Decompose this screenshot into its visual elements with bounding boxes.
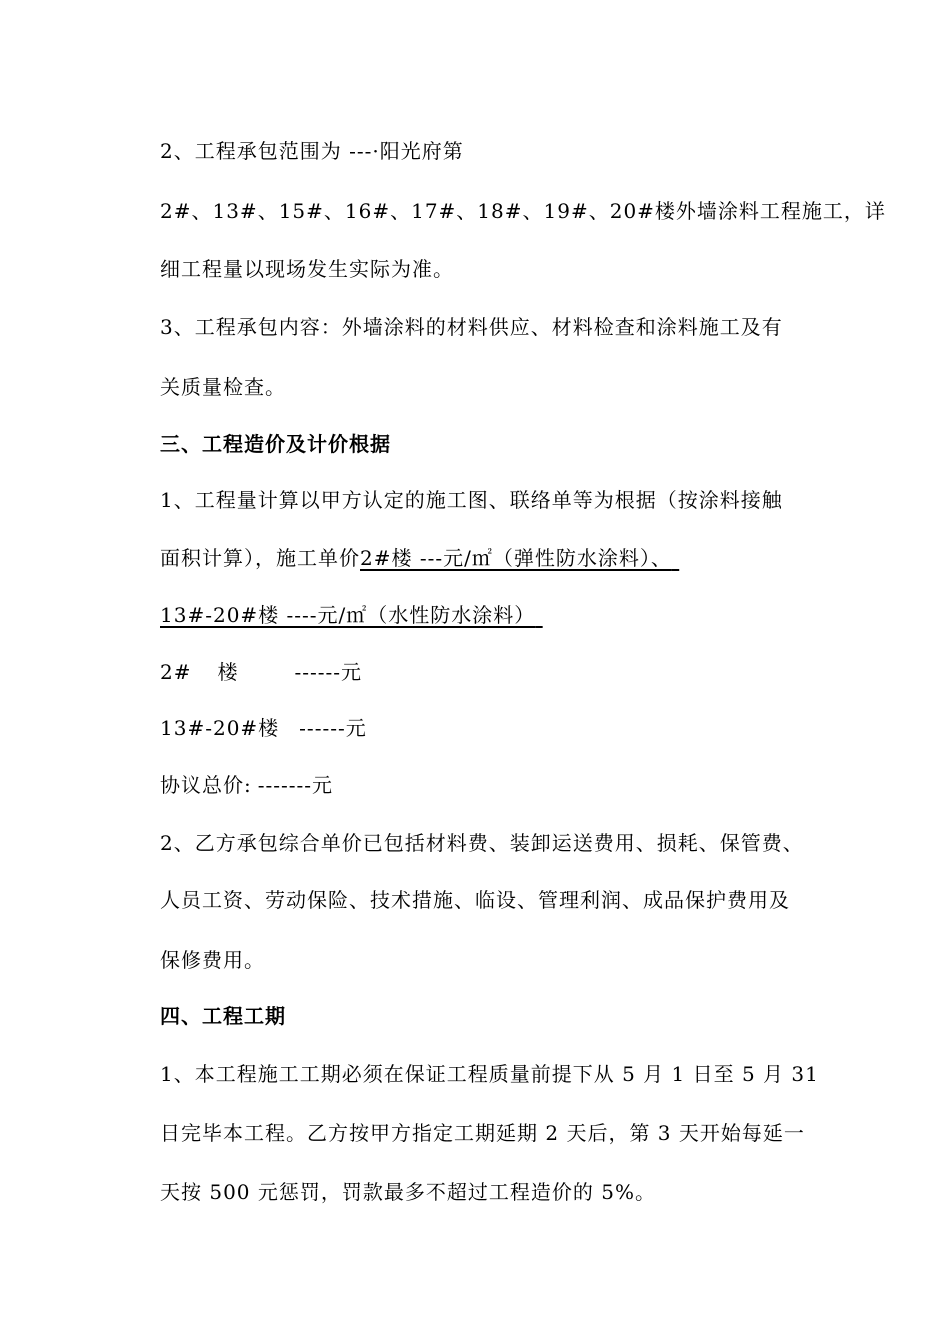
- underline-tail: [672, 544, 686, 572]
- row-value: ------元: [299, 716, 367, 740]
- price-clause-2-line-1: 2、乙方承包综合单价已包括材料费、装卸运送费用、损耗、保管费、: [160, 831, 804, 855]
- clause-2-line-3: 细工程量以现场发生实际为准。: [160, 257, 454, 281]
- unit-price-13-20-underlined: 13#-20#楼 ----元/㎡（水性防水涂料）: [160, 603, 536, 627]
- section-3-heading: 三、工程造价及计价根据: [160, 432, 391, 456]
- price-clause-1-line-1: 1、工程量计算以甲方认定的施工图、联络单等为根据（按涂料接触: [160, 488, 783, 512]
- row-label: 13#-20#楼: [160, 716, 280, 740]
- unit-price-2-underlined: 2#楼 ---元/㎡（弹性防水涂料）、: [360, 546, 672, 570]
- period-clause-1-line-3: 天按 500 元惩罚，罚款最多不超过工程造价的 5%。: [160, 1180, 656, 1204]
- clause-2-line-2: 2#、13#、15#、16#、17#、18#、19#、20#楼外墙涂料工程施工，详: [160, 199, 886, 223]
- total-label: 协议总价:: [160, 773, 252, 797]
- row-value: ------元: [294, 660, 363, 684]
- price-row-building-13-20: [160, 714, 367, 742]
- total-value: -------元: [257, 773, 334, 797]
- price-row-building-2: [160, 658, 362, 686]
- price-clause-1-line-3: [160, 601, 549, 629]
- underline-tail: [535, 601, 549, 629]
- clause-3-line-1: 3、工程承包内容：外墙涂料的材料供应、材料检查和涂料施工及有: [160, 315, 783, 339]
- price-clause-2-line-2: 人员工资、劳动保险、技术措施、临设、管理利润、成品保护费用及: [160, 888, 790, 912]
- price-clause-2-line-3: 保修费用。: [160, 948, 265, 972]
- price-clause-1-line-2: [160, 544, 686, 572]
- period-clause-1-line-2: 日完毕本工程。乙方按甲方指定工期延期 2 天后，第 3 天开始每延一: [160, 1121, 805, 1145]
- period-clause-1-line-1: 1、本工程施工工期必须在保证工程质量前提下从 5 月 1 日至 5 月 31: [160, 1062, 819, 1086]
- clause-3-line-2: 关质量检查。: [160, 375, 286, 399]
- row-unit: 楼: [217, 660, 239, 684]
- price-clause-1-plain-text: 面积计算），施工单价: [160, 546, 360, 570]
- section-4-heading: 四、工程工期: [160, 1004, 286, 1028]
- row-label: 2#: [160, 660, 192, 684]
- clause-2-line-1: 2、工程承包范围为 ---·阳光府第: [160, 139, 464, 163]
- total-price-row: [160, 771, 333, 799]
